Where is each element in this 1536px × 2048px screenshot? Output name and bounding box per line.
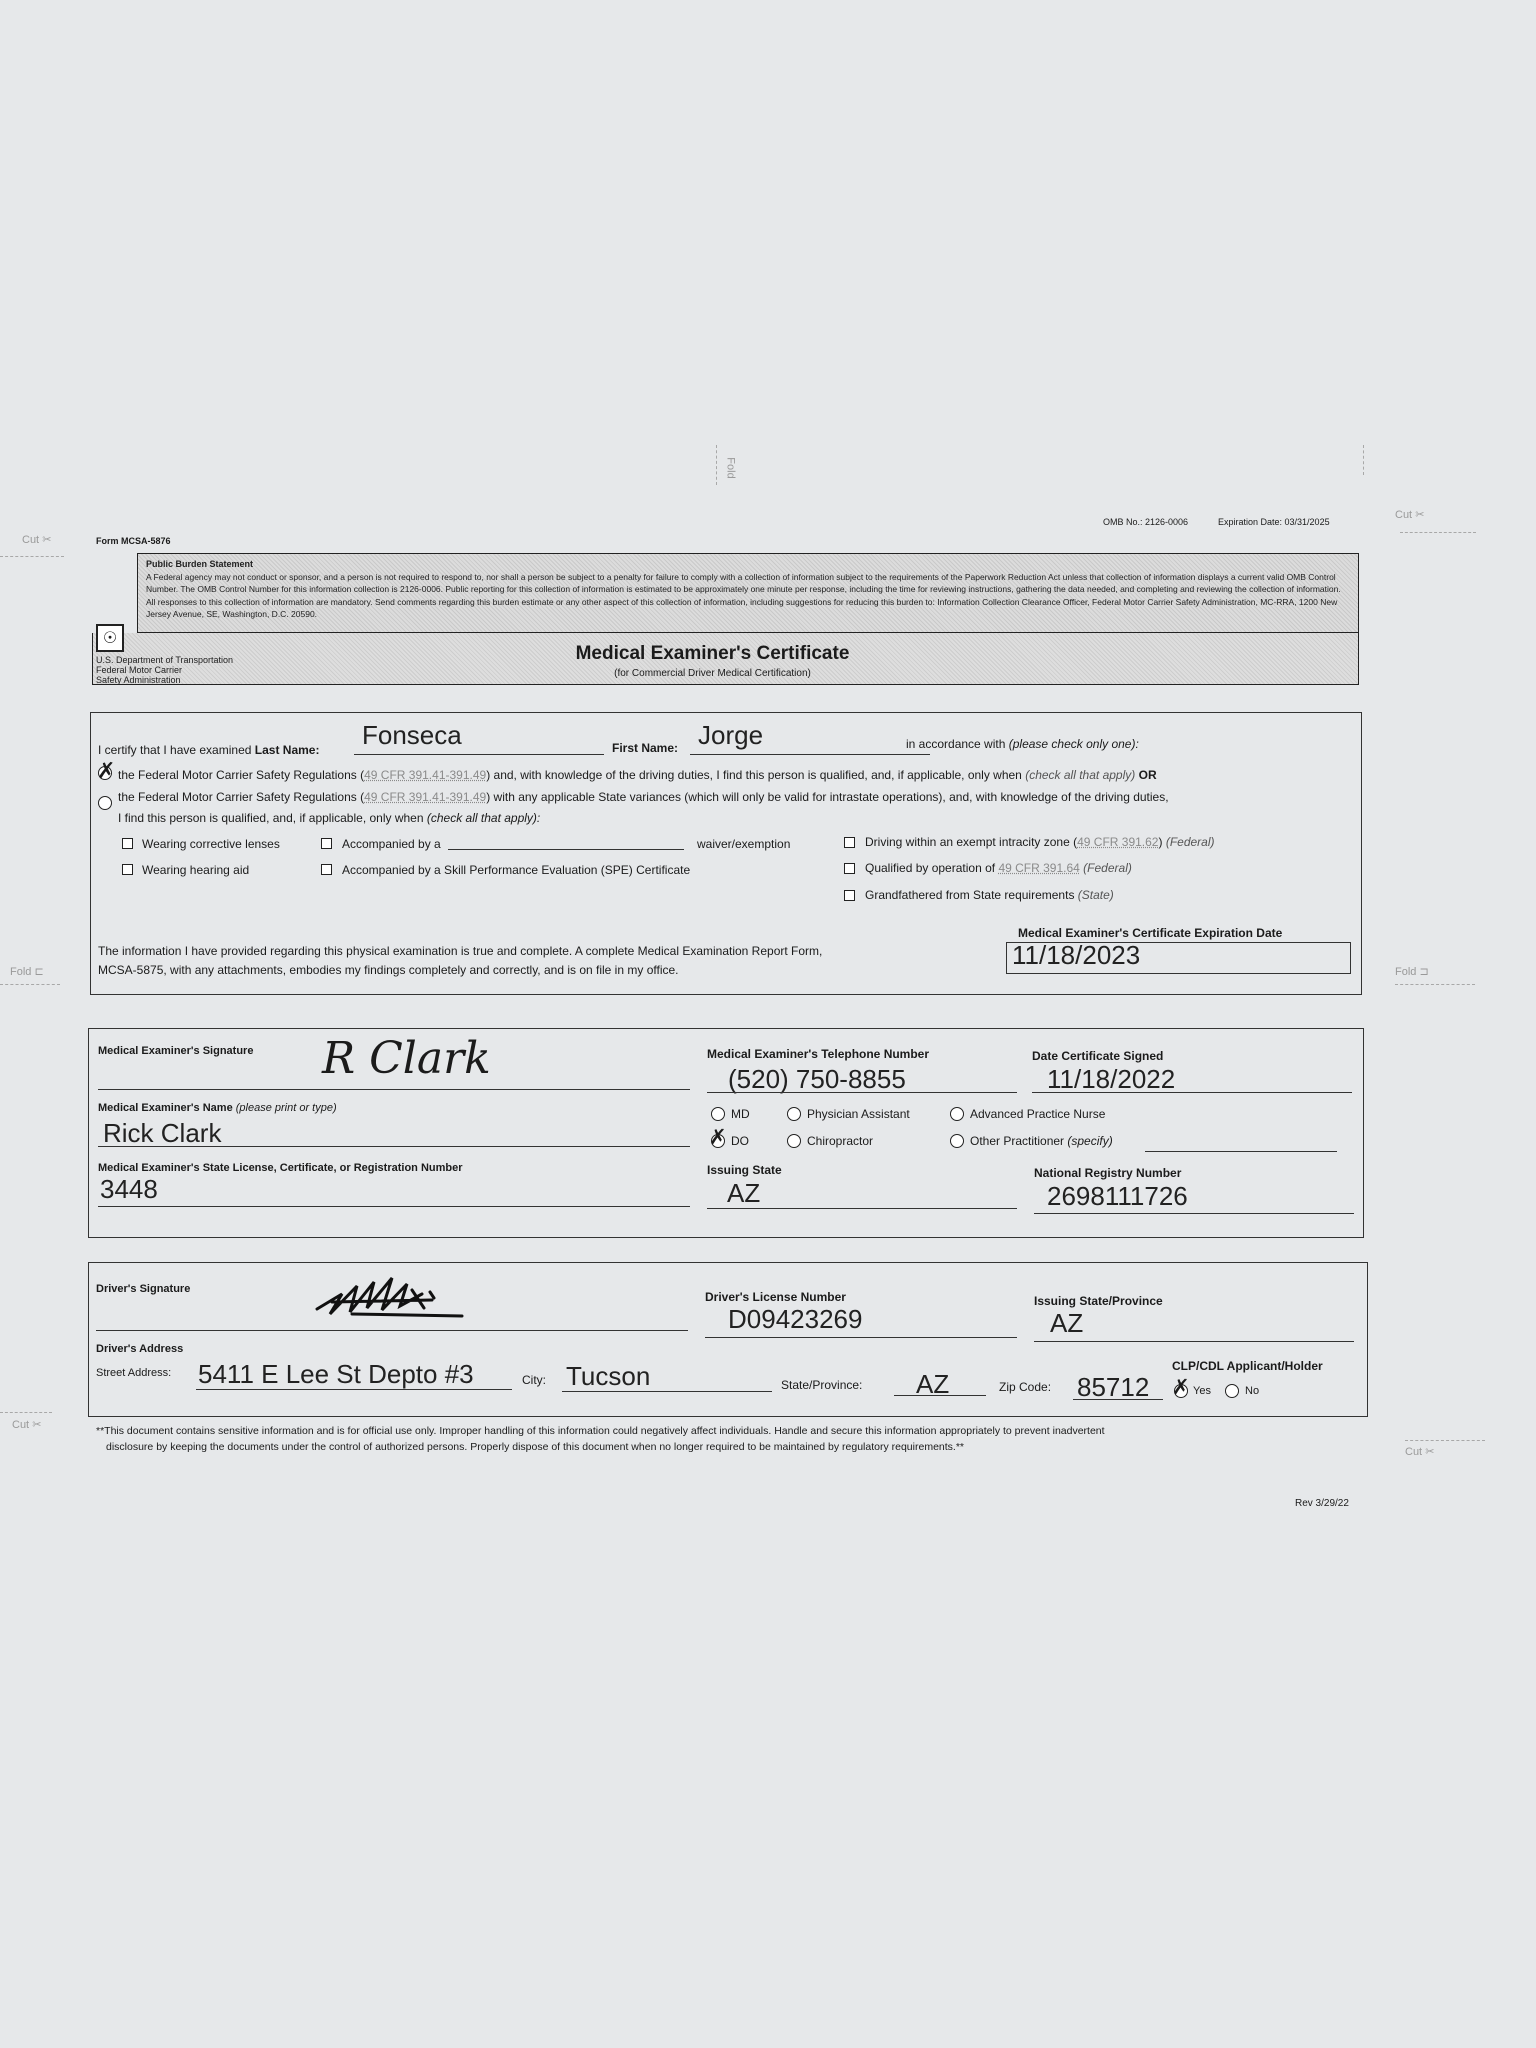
type-other-label: Other Practitioner (specify): [970, 1134, 1113, 1148]
fold-guide-right-mid: [1395, 984, 1475, 985]
hearing-aid-checkbox[interactable]: [122, 864, 133, 875]
type-do-label: DO: [731, 1134, 749, 1148]
public-burden-statement: [137, 553, 1359, 633]
waiver-label: Accompanied by a: [342, 837, 441, 851]
waiver-blank-line[interactable]: [448, 849, 684, 850]
attestation-line-2: MCSA-5875, with any attachments, embodies my findings completely and correctly, and is on file in my office.: [98, 963, 679, 977]
driver-state-line: [1034, 1341, 1354, 1342]
waiver-exemption-label: waiver/exemption: [697, 837, 791, 851]
option-state-variance-text-2: I find this person is qualified, and, if applicable, only when (check all that apply):: [118, 811, 541, 825]
driver-license-field[interactable]: D09423269: [728, 1304, 863, 1334]
zip-code-field[interactable]: 85712: [1077, 1372, 1150, 1402]
registry-number-field[interactable]: 2698111726: [1047, 1181, 1188, 1211]
issuing-state-field[interactable]: AZ: [727, 1178, 761, 1208]
cut-mark-left-bottom: Cut ✂: [12, 1419, 42, 1431]
fold-guide-top: [716, 445, 717, 485]
issuing-state-line: [707, 1208, 1017, 1209]
fold-guide-right-top: [1363, 445, 1364, 475]
grandfathered-checkbox[interactable]: [844, 890, 855, 901]
fold-arrow-icon: ⊐: [1419, 966, 1429, 978]
fold-guide-left-mid: [0, 984, 60, 985]
city-label: City:: [522, 1373, 546, 1387]
agency-line-1: U.S. Department of Transportation: [96, 655, 234, 665]
driver-address-label: Driver's Address: [96, 1343, 184, 1355]
attestation-line-1: The information I have provided regarding this physical examination is true and complete. A complete Medical Examination Report Form,: [98, 944, 823, 958]
examiner-license-line: [98, 1206, 690, 1207]
registry-number-label: National Registry Number: [1034, 1166, 1182, 1180]
street-address-field[interactable]: 5411 E Lee St Depto #3: [198, 1359, 474, 1389]
clp-yes-label: Yes: [1193, 1385, 1211, 1397]
last-name-field[interactable]: Fonseca: [362, 720, 462, 750]
expiration-date-field[interactable]: 11/18/2023: [1012, 940, 1141, 970]
operation-label: Qualified by operation of 49 CFR 391.64 (Federal): [865, 861, 1132, 875]
hearing-aid-label: Wearing hearing aid: [142, 863, 250, 877]
type-pa-radio[interactable]: [787, 1107, 801, 1121]
examiner-name-field[interactable]: Rick Clark: [103, 1118, 222, 1148]
form-subtitle: (for Commercial Driver Medical Certification): [614, 668, 811, 679]
street-address-label: Street Address:: [96, 1367, 172, 1379]
type-pa-label: Physician Assistant: [807, 1107, 910, 1121]
type-other-line[interactable]: [1145, 1151, 1337, 1152]
examiner-phone-field[interactable]: (520) 750-8855: [728, 1064, 906, 1094]
province-field[interactable]: AZ: [916, 1369, 950, 1399]
intracity-label: Driving within an exempt intracity zone (49 CFR 391.62) (Federal): [865, 835, 1215, 849]
examiner-name-label: Medical Examiner's Name (please print or type): [98, 1102, 337, 1114]
zip-code-label: Zip Code:: [999, 1380, 1052, 1394]
fold-arrow-icon: ⊏: [34, 966, 44, 978]
burden-text: A Federal agency may not conduct or sponsor, and a person is not required to respond to, nor shall a person be subject to a penalty for failure to comply with a collection of information subject to the requirements of the Paperwork Reduction Act unless that collection of information displays a current valid OMB Control Number. The OMB Control Number for this information collection is 2126-0006. Public reporting for this collection of information is estimated to be approximately one minute per response, including the time for reviewing instructions, gathering the data needed, and completing and reviewing the collection of information. All responses to this collection of information are mandatory. Send comments regarding this burden estimate or any other aspect of this collection of information, including suggestions for reducing this burden to: Information Collection Clearance Officer, Federal Motor Carrier Safety Administration, MC-RRA, 1200 New Jersey Avenue, SE, Washington, D.C. 20590.: [146, 571, 1341, 619]
scissors-icon: ✂: [1425, 1446, 1435, 1458]
city-field[interactable]: Tucson: [566, 1361, 651, 1391]
cut-mark-right-top: Cut ✂: [1395, 509, 1425, 521]
type-chiro-radio[interactable]: [787, 1134, 801, 1148]
clp-no-label: No: [1245, 1385, 1260, 1397]
certify-intro: I certify that I have examined Last Name:: [98, 743, 320, 757]
driver-signature-line: [96, 1330, 688, 1331]
registry-number-line: [1034, 1213, 1354, 1214]
scissors-icon: ✂: [1415, 509, 1425, 521]
province-label: State/Province:: [781, 1378, 863, 1392]
driver-state-field[interactable]: AZ: [1050, 1308, 1084, 1338]
examiner-signature: R Clark: [322, 1033, 491, 1084]
intracity-checkbox[interactable]: [844, 837, 855, 848]
city-line: [562, 1391, 772, 1392]
date-signed-line: [1032, 1092, 1352, 1093]
examiner-license-field[interactable]: 3448: [100, 1174, 158, 1204]
clp-cdl-label: CLP/CDL Applicant/Holder: [1172, 1359, 1323, 1373]
street-address-line: [196, 1389, 512, 1390]
last-name-line: [354, 754, 604, 755]
type-md-radio[interactable]: [711, 1107, 725, 1121]
form-number: Form MCSA-5876: [96, 536, 171, 546]
cut-guide-right-bottom: [1405, 1440, 1485, 1441]
first-name-label: First Name:: [612, 741, 679, 755]
driver-signature-label: Driver's Signature: [96, 1283, 191, 1295]
issuing-state-label: Issuing State: [707, 1163, 782, 1177]
fold-mark-right-mid: Fold ⊐: [1395, 966, 1429, 978]
driver-license-line: [705, 1337, 1017, 1338]
fold-mark-top: Fold: [724, 457, 737, 479]
zip-code-line: [1073, 1399, 1163, 1400]
examiner-license-label: Medical Examiner's State License, Certificate, or Registration Number: [98, 1162, 463, 1174]
dot-logo-icon: ☉: [96, 624, 124, 652]
check-mark-icon: ✗: [709, 1126, 727, 1149]
date-signed-label: Date Certificate Signed: [1032, 1049, 1164, 1063]
spe-checkbox[interactable]: [321, 864, 332, 875]
type-other-radio[interactable]: [950, 1134, 964, 1148]
fold-mark-left-mid: Fold ⊏: [10, 966, 44, 978]
sensitive-notice-line-1: **This document contains sensitive information and is for official use only. Improper handling of this information could negatively affect individuals. Handle and secure this information appropriately to prevent inadvertent: [96, 1425, 1105, 1437]
check-mark-icon: ✗: [1172, 1376, 1190, 1399]
agency-line-2: Federal Motor Carrier: [96, 665, 183, 675]
agency-name: [96, 655, 233, 685]
driver-signature-scribble: [312, 1264, 472, 1329]
driver-state-label: Issuing State/Province: [1034, 1294, 1163, 1308]
examiner-phone-line: [707, 1092, 1017, 1093]
omb-number: OMB No.: 2126-0006: [1103, 517, 1189, 527]
option-state-variance-text: the Federal Motor Carrier Safety Regulations (49 CFR 391.41-391.49) with any applicable State variances (which will only be valid for intrastate operations), and, with knowledge of the driving duties,: [118, 790, 1169, 804]
sensitive-notice-line-2: disclosure by keeping the documents under the control of authorized persons. Properly dispose of this document when no longer required to be maintained by regulatory requirements.**: [106, 1441, 965, 1453]
examiner-name-line: [98, 1146, 690, 1147]
type-apn-radio[interactable]: [950, 1107, 964, 1121]
cut-mark-left-top: Cut ✂: [22, 534, 52, 546]
option-state-variance-radio[interactable]: [98, 796, 112, 810]
driver-license-label: Driver's License Number: [705, 1290, 846, 1304]
revision-date: Rev 3/29/22: [1295, 1498, 1349, 1509]
examiner-signature-label: Medical Examiner's Signature: [98, 1045, 254, 1057]
omb-expiration: Expiration Date: 03/31/2025: [1218, 517, 1330, 527]
first-name-field[interactable]: Jorge: [698, 720, 764, 750]
spe-label: Accompanied by a Skill Performance Evaluation (SPE) Certificate: [342, 863, 691, 877]
waiver-checkbox[interactable]: [321, 838, 332, 849]
cut-guide-left-bottom: [0, 1412, 52, 1413]
corrective-lenses-label: Wearing corrective lenses: [142, 837, 280, 851]
first-name-line: [690, 754, 930, 755]
cut-mark-right-bottom: Cut ✂: [1405, 1446, 1435, 1458]
corrective-lenses-checkbox[interactable]: [122, 838, 133, 849]
type-apn-label: Advanced Practice Nurse: [970, 1107, 1106, 1121]
check-mark-icon: ✗: [97, 758, 116, 783]
expiration-date-label: Medical Examiner's Certificate Expiration Date: [1018, 926, 1283, 940]
scissors-icon: ✂: [32, 1419, 42, 1431]
examiner-signature-line: [98, 1089, 690, 1090]
date-signed-field[interactable]: 11/18/2022: [1047, 1064, 1176, 1094]
cut-guide-right-top: [1400, 532, 1476, 533]
grandfathered-label: Grandfathered from State requirements (State): [865, 888, 1114, 902]
examiner-phone-label: Medical Examiner's Telephone Number: [707, 1047, 930, 1061]
type-md-label: MD: [731, 1107, 750, 1121]
clp-no-radio[interactable]: [1225, 1384, 1239, 1398]
accordance-text: in accordance with (please check only one):: [906, 737, 1139, 751]
burden-title: Public Burden Statement: [146, 559, 254, 569]
operation-checkbox[interactable]: [844, 863, 855, 874]
type-chiro-label: Chiropractor: [807, 1134, 874, 1148]
scissors-icon: ✂: [42, 534, 52, 546]
agency-line-3: Safety Administration: [96, 675, 181, 685]
form-title: Medical Examiner's Certificate: [575, 643, 850, 664]
province-line: [894, 1395, 986, 1396]
cut-guide-left-top: [0, 556, 64, 557]
option-federal-text: the Federal Motor Carrier Safety Regulations (49 CFR 391.41-391.49) and, with knowledge of the driving duties, I find this person is qualified, and, if applicable, only when (check all that apply) OR: [118, 768, 1157, 782]
